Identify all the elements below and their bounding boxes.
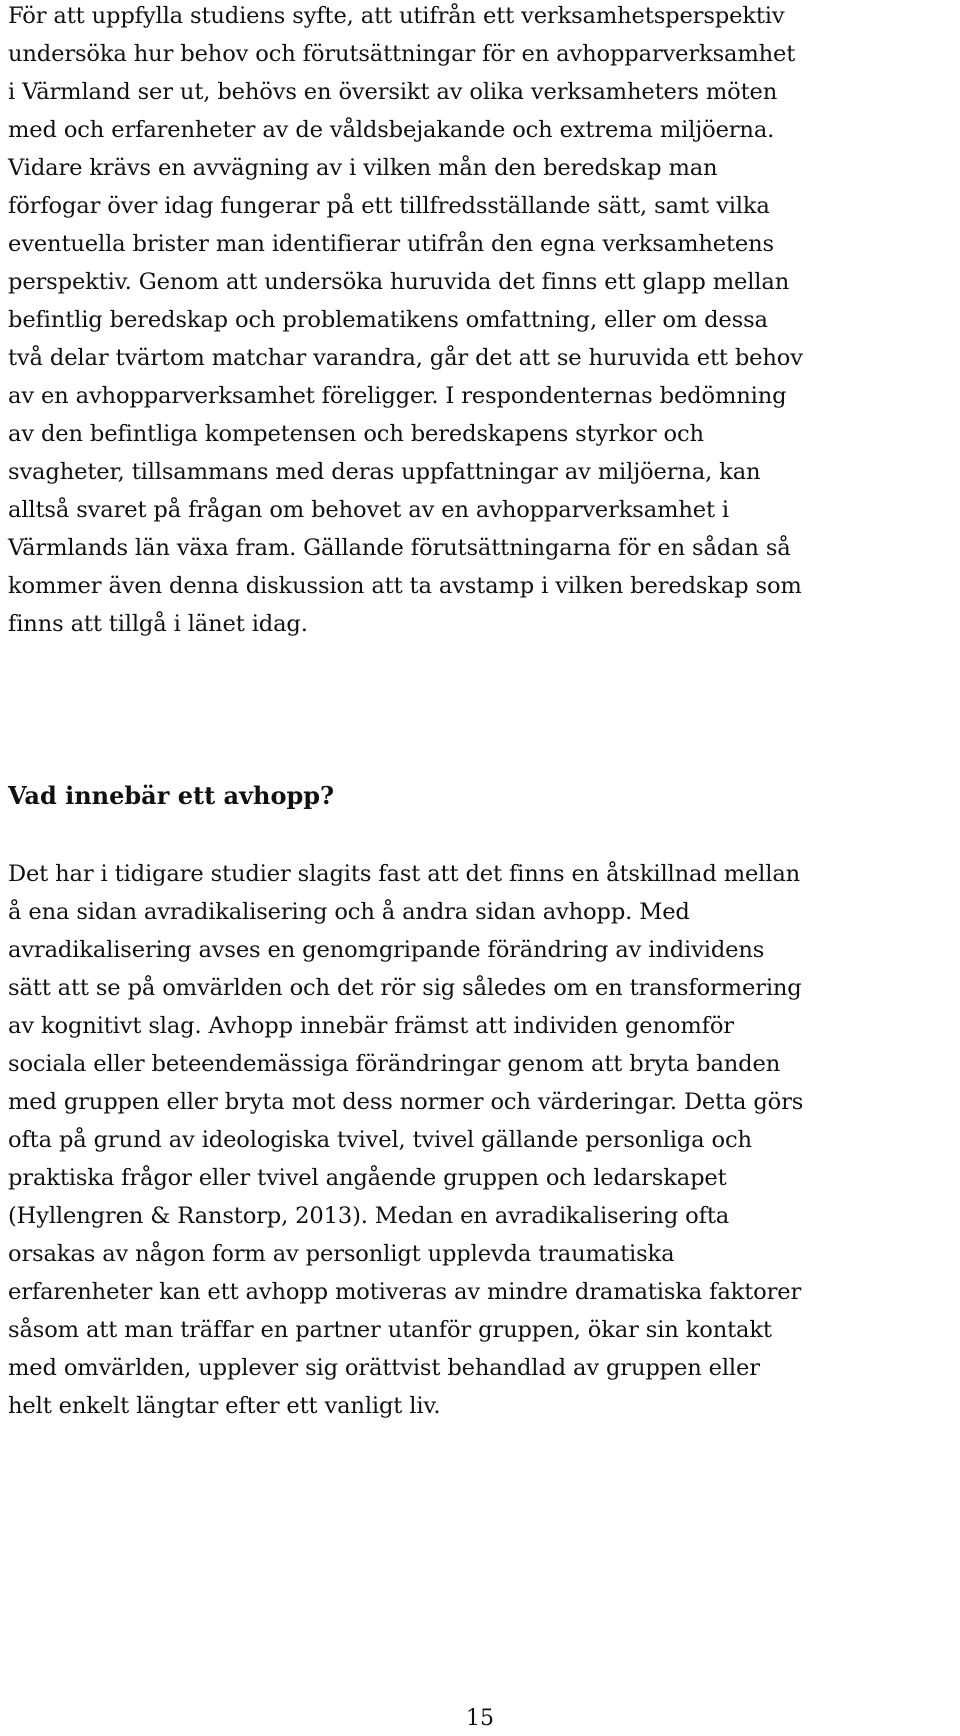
- body-paragraph-study-purpose: För att uppfylla studiens syfte, att utifrån ett verksamhetsperspektiv undersöka hur behov och förutsättningar för en avhopparverksamhet i Värmland ser ut, behövs en översikt av olika verksamheters möten med och erfarenheter av de våldsbejakande och extrema miljöerna. Vidare krävs en avvägning av i vilken mån den beredskap man förfogar över idag fungerar på ett tillfredsställande sätt, samt vilka eventuella brister man identifierar utifrån den egna verksamhetens perspektiv. Genom att undersöka huruvida det finns ett glapp mellan befintlig beredskap och problematikens omfattning, eller om dessa två delar tvärtom matchar varandra, går det att se huruvida ett behov av en avhopparverksamhet föreligger. I respondenternas bedömning av den befintliga kompetensen och beredskapens styrkor och svagheter, tillsammans med deras uppfattningar av miljöerna, kan alltså svaret på frågan om behovet av en avhopparverksamhet i Värmlands län växa fram. Gällande förutsättningarna för en sådan så kommer även denna diskussion att ta avstamp i vilken beredskap som finns att tillgå i länet idag.: [8, 3, 803, 637]
- body-paragraph-defection-definition: Det har i tidigare studier slagits fast att det finns en åtskillnad mellan å ena sidan avradikalisering och å andra sidan avhopp. Med avradikalisering avses en genomgripande förändring av individens sätt att se på omvärlden och det rör sig således om en transformering av kognitivt slag. Avhopp innebär främst att individen genomför sociala eller beteendemässiga förändringar genom att bryta banden med gruppen eller bryta mot dess normer och värderingar. Detta görs ofta på grund av ideologiska tvivel, tvivel gällande personliga och praktiska frågor eller tvivel angående gruppen och ledarskapet (Hyllengren & Ranstorp, 2013). Medan en avradikalisering ofta orsakas av någon form av personligt upplevda traumatiska erfarenheter kan ett avhopp motiveras av mindre dramatiska faktorer såsom att man träffar en partner utanför gruppen, ökar sin kontakt med omvärlden, upplever sig orättvist behandlad av gruppen eller helt enkelt längtar efter ett vanligt liv.: [8, 861, 804, 1419]
- page-number: 15: [466, 1706, 494, 1731]
- section-heading: Vad innebär ett avhopp?: [8, 781, 335, 810]
